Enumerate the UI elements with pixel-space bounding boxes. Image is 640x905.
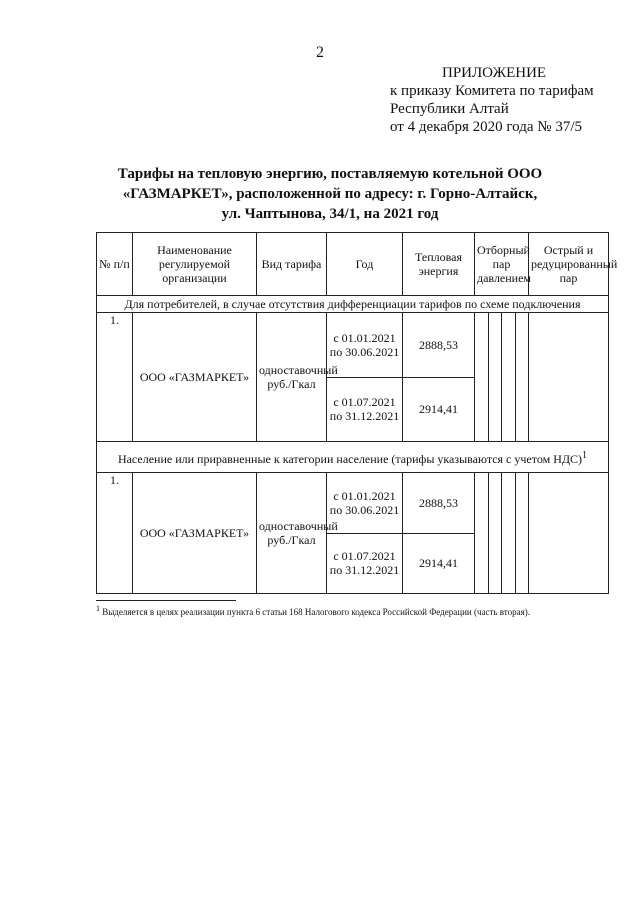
header-cell: Наименование регулируемой организации [133,233,257,296]
page-number: 2 [316,44,324,61]
section-row [97,442,609,473]
header-cell: № п/п [97,233,133,296]
live-steam-cell [529,473,609,594]
section-label: Для потребителей, в случае отсутствия дифференциации тарифов по схеме подключения [97,296,609,313]
header-cell: Острый и редуцированный пар [529,233,609,296]
footnote-divider [96,600,236,601]
period-cell: с 01.07.2021 по 31.12.2021 [327,533,403,594]
tariff-type-cell: одноставочный руб./Гкал [257,473,327,594]
period-cell: с 01.01.2021 по 30.06.2021 [327,473,403,534]
header-cell: Год [327,233,403,296]
footnote [96,604,530,617]
appendix-line: к приказу Комитета по тарифам [390,83,594,99]
tariff-table [96,232,618,594]
header-cell: Тепловая энергия [403,233,475,296]
extraction-steam-cell [475,313,529,442]
organization-cell: ООО «ГАЗМАРКЕТ» [133,473,257,594]
row-number: 1. [97,473,133,594]
appendix-block [390,64,594,136]
footnote-number: 1 [96,604,100,613]
live-steam-cell [529,313,609,442]
appendix-line: Республики Алтай [390,101,509,117]
title-line: ул. Чаптынова, 34/1, на 2021 год [221,206,439,222]
period-cell: с 01.07.2021 по 31.12.2021 [327,377,403,442]
appendix-line: от 4 декабря 2020 года № 37/5 [390,119,583,135]
header-cell: Вид тарифа [257,233,327,296]
document-title [40,164,620,224]
section-label: Население или приравненные к категории население (тарифы указываются с учетом НДС)$^1$ [97,442,609,473]
footnote-mark: 1 [582,449,588,461]
appendix-title: ПРИЛОЖЕНИЕ [442,65,547,81]
table-row [97,313,609,378]
value-cell: 2888,53 [403,313,475,378]
value-cell: 2888,53 [403,473,475,534]
period-cell: с 01.01.2021 по 30.06.2021 [327,313,403,378]
tariff-type-cell: одноставочный руб./Гкал [257,313,327,442]
title-line: Тарифы на тепловую энергию, поставляемую котельной ООО [117,166,543,182]
title-line: «ГАЗМАРКЕТ», расположенной по адресу: г. Горно-Алтайск, [122,186,538,202]
section-row [97,296,609,313]
footnote-text: Выделяется в целях реализации пункта 6 статьи 168 Налогового кодекса Российской Федерации (часть вторая). [102,607,530,617]
value-cell: 2914,41 [403,377,475,442]
value-cell: 2914,41 [403,533,475,594]
table-header-row [97,233,609,296]
header-cell: Отборный пар давлением [475,233,529,296]
organization-cell: ООО «ГАЗМАРКЕТ» [133,313,257,442]
table-row [97,473,609,534]
row-number: 1. [97,313,133,442]
extraction-steam-cell [475,473,529,594]
